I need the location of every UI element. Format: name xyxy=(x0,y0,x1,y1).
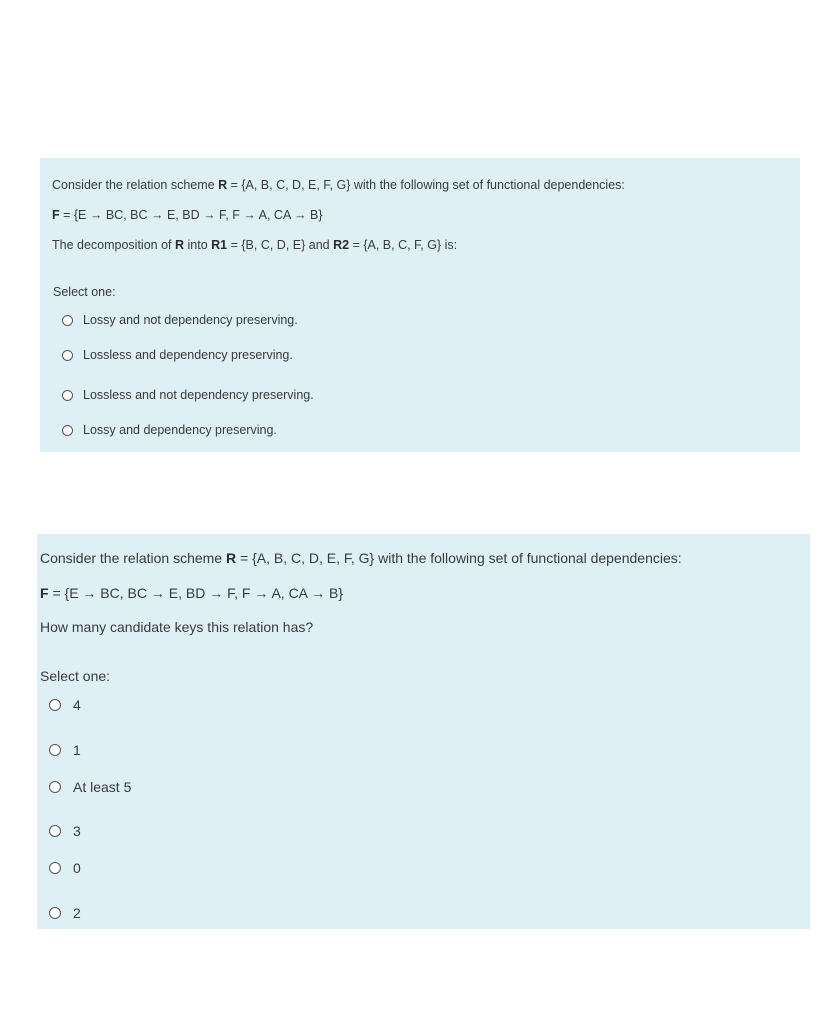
intro-text: Consider the relation scheme xyxy=(52,178,219,192)
fd-name: F xyxy=(40,585,49,601)
question-2-fd-set xyxy=(40,585,343,601)
option-q1-a[interactable] xyxy=(62,313,298,327)
r1-set: = {B, C, D, E} and xyxy=(227,238,334,252)
option-q2-c[interactable] xyxy=(49,779,131,795)
option-label: 1 xyxy=(73,742,81,758)
question-2-prompt: How many candidate keys this relation has? xyxy=(40,619,314,635)
intro-text-rest: = {A, B, C, D, E, F, G} with the following set of functional dependencies: xyxy=(227,178,625,192)
option-label: 2 xyxy=(73,905,81,921)
option-q2-a[interactable] xyxy=(49,697,81,713)
relation-name: R xyxy=(226,550,237,566)
radio-button[interactable] xyxy=(49,781,61,793)
intro-text: Consider the relation scheme xyxy=(40,550,226,566)
r2-set: = {A, B, C, F, G} is: xyxy=(349,238,458,252)
radio-button[interactable] xyxy=(62,425,73,436)
option-q1-c[interactable] xyxy=(62,388,314,402)
option-q2-f[interactable] xyxy=(49,905,81,921)
fd-name: F xyxy=(52,208,60,222)
question-1-fd-set xyxy=(52,208,323,222)
option-label: Lossless and dependency preserving. xyxy=(83,348,293,362)
radio-button[interactable] xyxy=(49,744,61,756)
prompt-text: into xyxy=(184,238,212,252)
option-label: 3 xyxy=(73,823,81,839)
radio-button[interactable] xyxy=(49,825,61,837)
select-one-label: Select one: xyxy=(53,285,116,299)
option-label: Lossless and not dependency preserving. xyxy=(83,388,314,402)
option-q2-e[interactable] xyxy=(49,860,81,876)
option-label: 0 xyxy=(73,860,81,876)
question-1-prompt xyxy=(52,238,457,252)
fd-list: = {E → BC, BC → E, BD → F, F → A, CA → B} xyxy=(48,585,344,601)
option-label: Lossy and not dependency preserving. xyxy=(83,313,298,327)
fd-list: = {E → BC, BC → E, BD → F, F → A, CA → B} xyxy=(59,208,323,222)
question-2-intro xyxy=(40,550,682,566)
option-label: At least 5 xyxy=(73,779,132,795)
radio-button[interactable] xyxy=(62,350,73,361)
radio-button[interactable] xyxy=(49,699,61,711)
option-label: 4 xyxy=(73,697,81,713)
prompt-text: The decomposition of xyxy=(52,238,175,252)
question-card-1 xyxy=(40,158,800,452)
option-q2-b[interactable] xyxy=(49,742,81,758)
radio-button[interactable] xyxy=(49,862,61,874)
select-one-label: Select one: xyxy=(40,668,111,684)
r1-name: R1 xyxy=(211,238,228,252)
radio-button[interactable] xyxy=(62,315,73,326)
r2-name: R2 xyxy=(333,238,350,252)
relation-name: R xyxy=(218,178,228,192)
radio-button[interactable] xyxy=(49,907,61,919)
option-q1-d[interactable] xyxy=(62,423,277,437)
option-label: Lossy and dependency preserving. xyxy=(83,423,277,437)
question-card-2 xyxy=(37,534,810,929)
relation-name: R xyxy=(175,238,185,252)
option-q2-d[interactable] xyxy=(49,823,81,839)
question-1-intro xyxy=(52,178,625,192)
intro-text-rest: = {A, B, C, D, E, F, G} with the following set of functional dependencies: xyxy=(236,550,682,566)
radio-button[interactable] xyxy=(62,390,73,401)
option-q1-b[interactable] xyxy=(62,348,293,362)
